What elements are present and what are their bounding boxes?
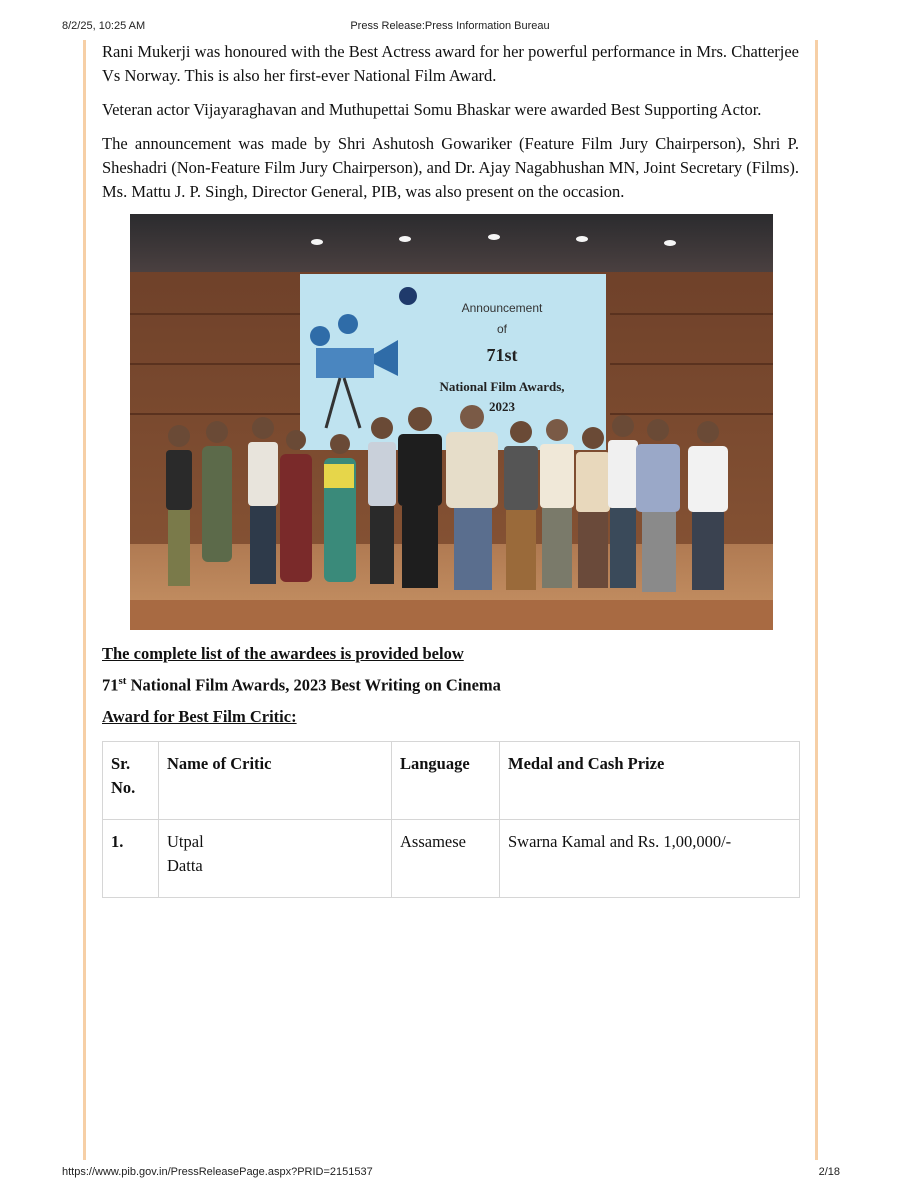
page-number: 2/18 (818, 1166, 840, 1178)
award-title-ordinal: st (118, 675, 127, 687)
screen-line-5: 2023 (489, 399, 515, 414)
paragraph-supporting-actor: Veteran actor Vijayaraghavan and Muthupettai Somu Bhaskar were awarded Best Supporting Actor. (102, 100, 762, 119)
header-name-of-critic: Name of Critic (159, 741, 392, 819)
screen-line-2: of (496, 322, 508, 336)
screen-emblem-icon (399, 287, 417, 305)
paragraph-best-actress: Rani Mukerji was honoured with the Best Actress award for her powerful performance in Mrs. Chatterjee Vs Norway. This is also her first-ever National Film Award. (102, 42, 799, 85)
paragraph-announcement: The announcement was made by Shri Ashutosh Gowariker (Feature Film Jury Chairperson), Shri P. Sheshadri (Non-Feature Film Jury Chairperson), and Dr. Ajay Nagabhushan MN, Joint Secretary (Films). Ms. Mattu J. P. Singh, Director General, PIB, was also present on the occasion. (102, 134, 799, 201)
table-row (103, 819, 800, 897)
press-release-body (102, 40, 799, 898)
header-sr-no: Sr. No. (103, 741, 159, 819)
critic-first-name: Utpal (167, 831, 204, 851)
right-border-rule (815, 40, 818, 1160)
award-title-text: National Film Awards, 2023 Best Writing on Cinema (126, 675, 501, 695)
award-title-number: 71 (102, 675, 119, 695)
award-subtitle: Award for Best Film Critic: (102, 706, 297, 726)
critic-last-name: Datta (167, 855, 203, 875)
cell-prize: Swarna Kamal and Rs. 1,00,000/- (500, 819, 800, 897)
header-medal-cash-prize: Medal and Cash Prize (500, 741, 800, 819)
event-photo (130, 214, 773, 630)
list-intro-heading: The complete list of the awardees is provided below (102, 644, 464, 663)
table-header-row (103, 741, 800, 819)
screen-line-3: 71st (486, 345, 518, 365)
left-border-rule (83, 40, 86, 1160)
critic-award-table (102, 741, 800, 898)
print-datetime: 8/2/25, 10:25 AM (62, 20, 146, 32)
cell-sr-no: 1. (103, 819, 159, 897)
screen-line-1: Announcement (461, 301, 543, 315)
cell-critic-name (159, 819, 392, 897)
page-url: https://www.pib.gov.in/PressReleasePage.aspx?PRID=2151537 (62, 1166, 373, 1178)
award-category-title (102, 675, 799, 696)
screen-line-4: National Film Awards, (439, 379, 565, 394)
header-language: Language (392, 741, 500, 819)
print-page-title: Press Release:Press Information Bureau (350, 20, 550, 32)
cell-language: Assamese (392, 819, 500, 897)
